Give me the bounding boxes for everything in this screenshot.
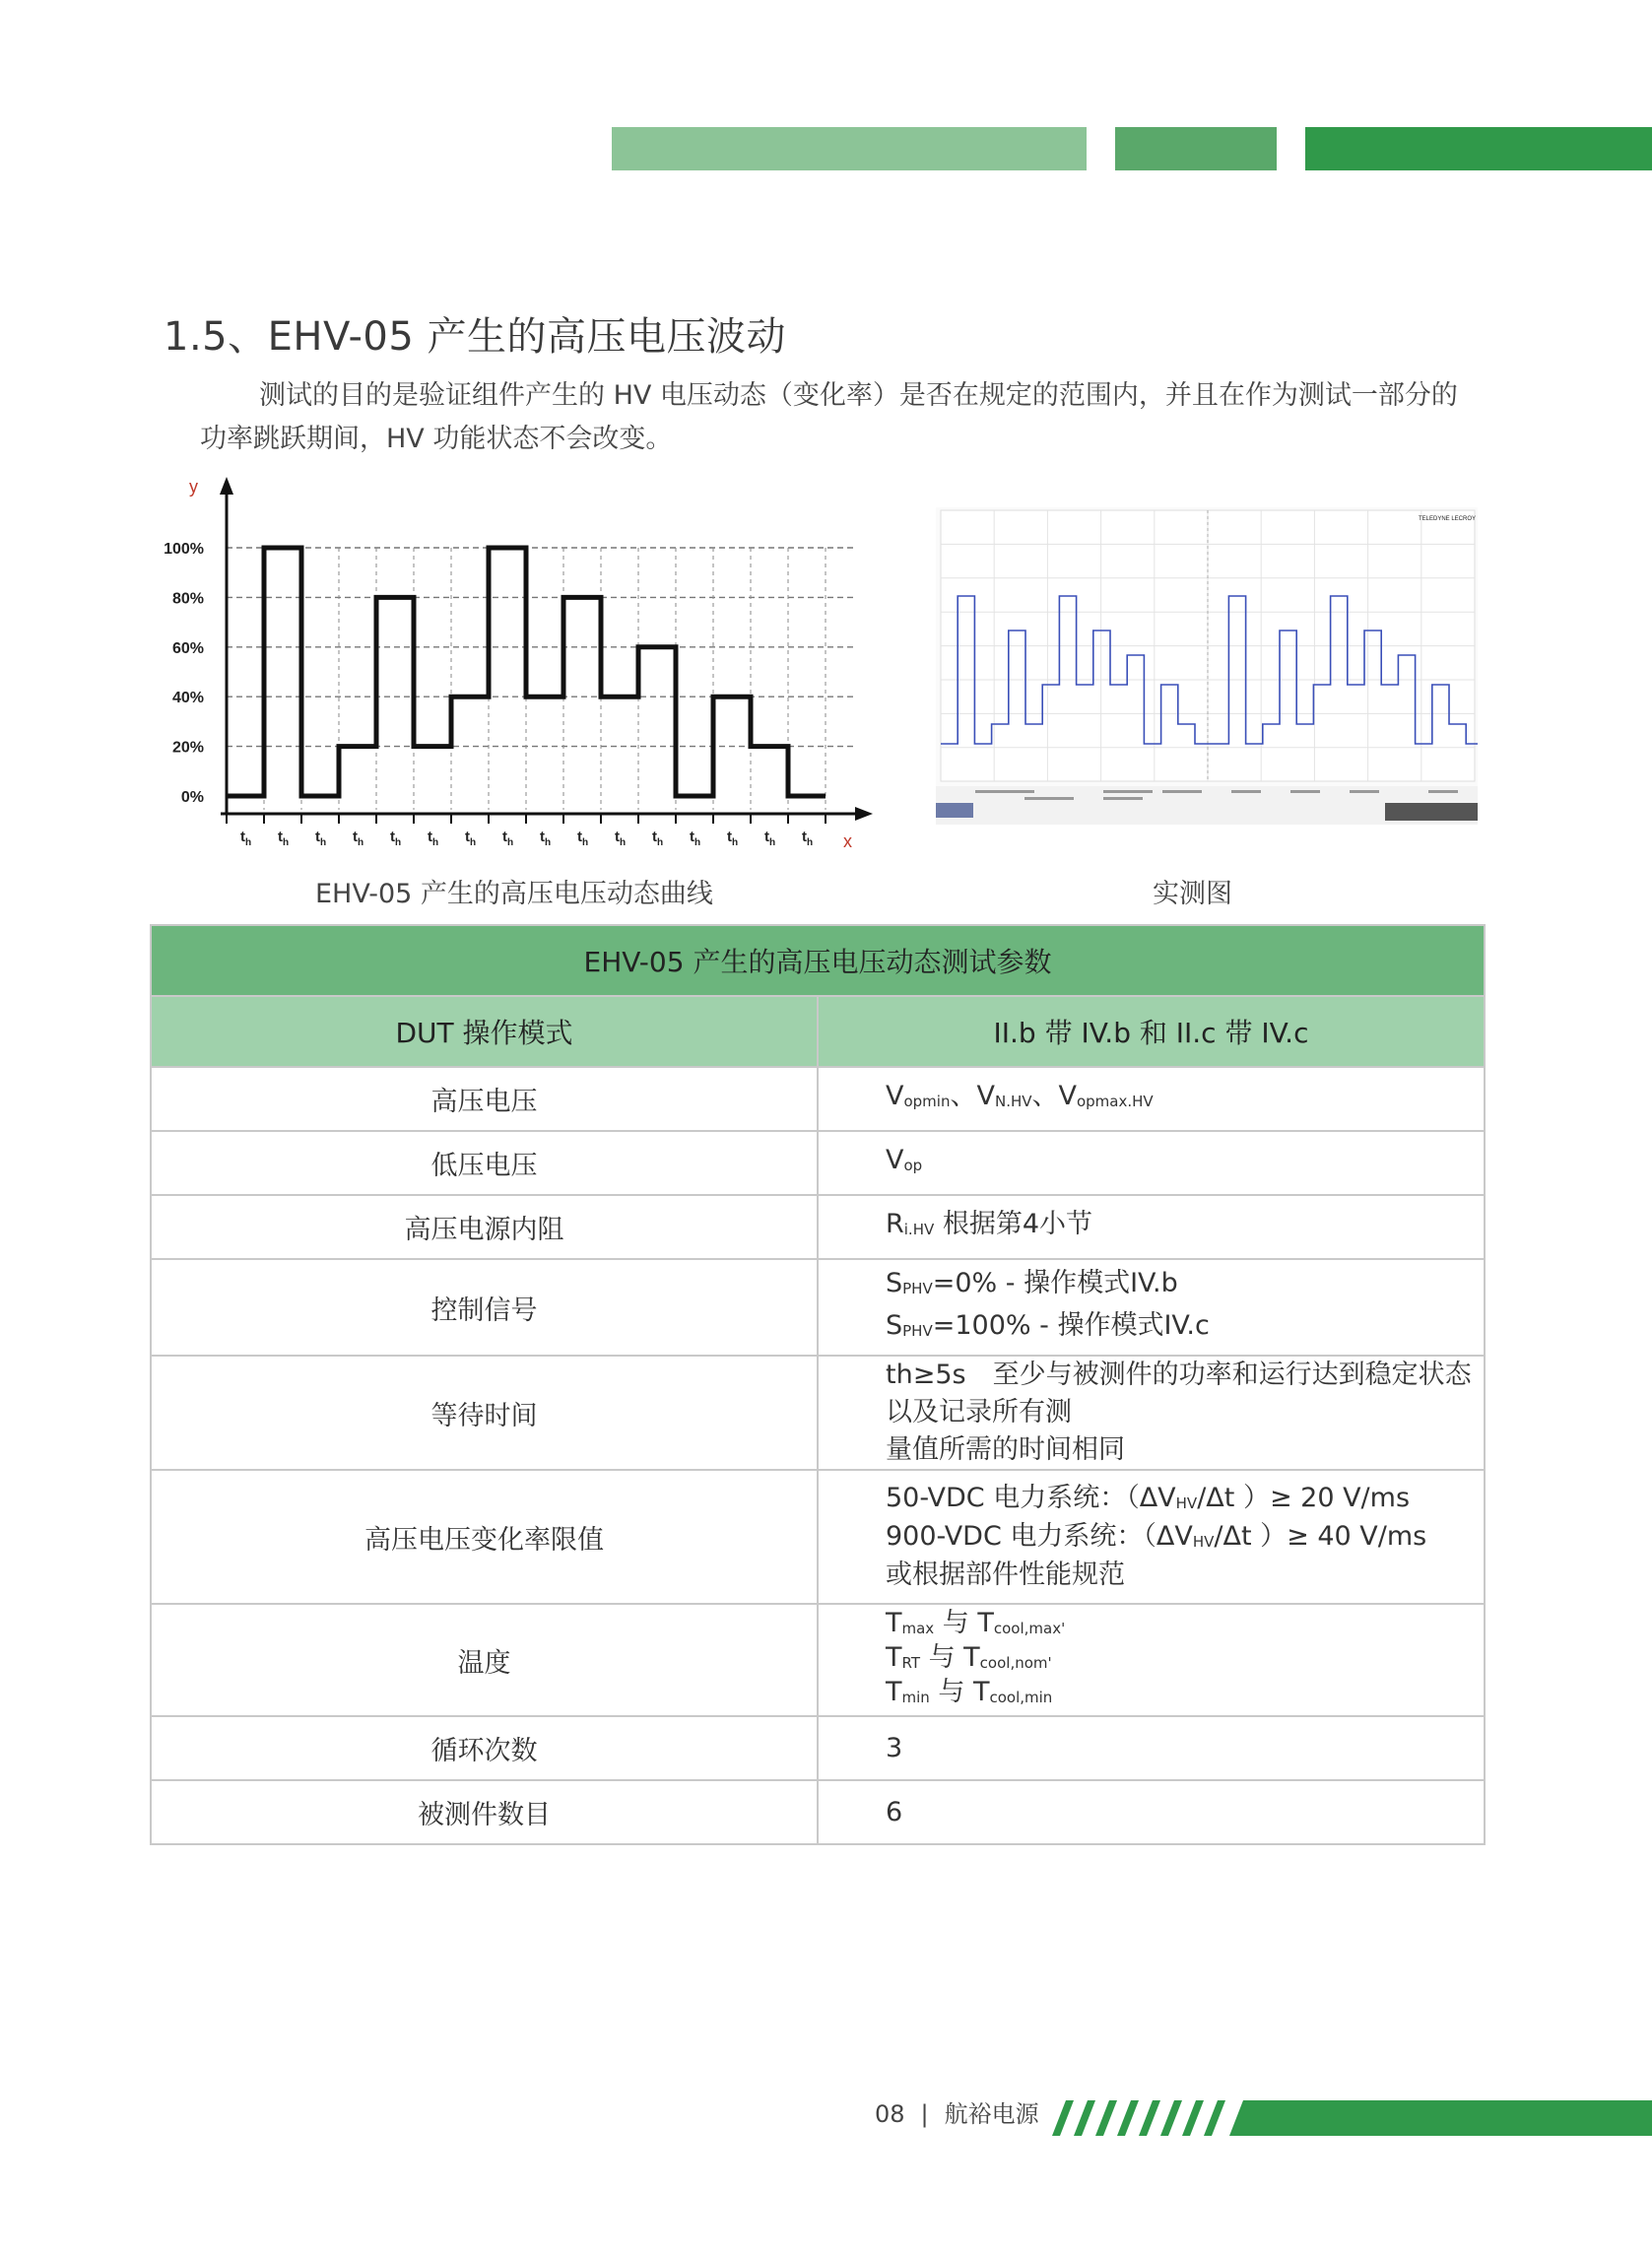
x-tick-label: $t_h$ — [764, 829, 776, 848]
y-tick-label: 40% — [171, 690, 204, 707]
y-axis-arrow — [220, 477, 233, 495]
row-key: 被测件数目 — [151, 1780, 818, 1844]
row-key: 高压电压 — [151, 1067, 818, 1131]
x-tick-label: $t_h$ — [690, 829, 701, 848]
row-value: Tmax 与 Tcool,max' TRT 与 Tcool,nom' Tmin 与 Tcool,min — [818, 1604, 1485, 1716]
row-value: SPHV=0% - 操作模式IV.b SPHV=100% - 操作模式IV.c — [818, 1259, 1485, 1356]
x-tick-label: $t_h$ — [540, 829, 552, 848]
x-tick-label: $t_h$ — [615, 829, 627, 848]
x-tick-label: $t_h$ — [353, 829, 364, 848]
row-value: 6 — [818, 1780, 1485, 1844]
table-header-mode: DUT 操作模式 — [151, 996, 818, 1067]
row-key: 温度 — [151, 1604, 818, 1716]
photo-caption: 实测图 — [1153, 879, 1232, 909]
y-tick-label: 60% — [171, 639, 204, 657]
row-value: Vop — [818, 1131, 1485, 1195]
row-value: th≥5s 至少与被测件的功率和运行达到稳定状态以及记录所有测 量值所需的时间相同 — [818, 1356, 1485, 1470]
row-key: 高压电源内阻 — [151, 1195, 818, 1259]
table-row — [151, 1470, 1485, 1604]
row-key: 控制信号 — [151, 1259, 818, 1356]
page-footer — [875, 2094, 1039, 2129]
y-axis-label: y — [189, 477, 198, 497]
page-number: 08 — [875, 2100, 905, 2128]
footer-stripe-decoration — [1052, 2100, 1652, 2136]
intro-paragraph: 测试的目的是验证组件产生的 HV 电压动态（变化率）是否在规定的范围内，并且在作为测试一部分的功率跳跃期间，HV 功能状态不会改变。 — [200, 380, 1458, 454]
table-row — [151, 1259, 1485, 1356]
table-title: EHV-05 产生的高压电压动态测试参数 — [151, 925, 1485, 996]
company-name: 航裕电源 — [944, 2100, 1039, 2128]
voltage-dynamic-chart — [148, 473, 877, 867]
x-tick-label: $t_h$ — [802, 829, 814, 848]
y-tick-label: 80% — [171, 590, 204, 608]
chart-caption: EHV-05 产生的高压电压动态曲线 — [315, 879, 713, 909]
row-key: 低压电压 — [151, 1131, 818, 1195]
y-tick-label: 0% — [180, 789, 204, 806]
row-value: Vopmin、VN.HV、Vopmax.HV — [818, 1067, 1485, 1131]
x-tick-label: $t_h$ — [652, 829, 664, 848]
table-row — [151, 1195, 1485, 1259]
row-key: 循环次数 — [151, 1716, 818, 1780]
x-tick-label: $t_h$ — [727, 829, 739, 848]
x-axis-arrow — [855, 807, 873, 821]
x-tick-label: $t_h$ — [390, 829, 402, 848]
x-tick-label: $t_h$ — [502, 829, 514, 848]
row-value: 3 — [818, 1716, 1485, 1780]
y-tick-label: 100% — [164, 541, 204, 558]
table-row — [151, 1067, 1485, 1131]
table-row — [151, 1131, 1485, 1195]
step-series-line — [227, 548, 826, 796]
table-row — [151, 1716, 1485, 1780]
x-tick-label: $t_h$ — [240, 829, 252, 848]
header-bar-medium — [1115, 127, 1277, 170]
x-tick-label: $t_h$ — [577, 829, 589, 848]
table-header-value: II.b 带 IV.b 和 II.c 带 IV.c — [818, 996, 1485, 1067]
y-tick-label: 20% — [171, 739, 204, 757]
row-key: 等待时间 — [151, 1356, 818, 1470]
footer-separator: | — [920, 2100, 929, 2128]
x-tick-label: $t_h$ — [315, 829, 327, 848]
header-bar-light — [612, 127, 1087, 170]
row-value: Ri.HV 根据第4小节 — [818, 1195, 1485, 1259]
scope-brand: TELEDYNE LECROY — [1419, 516, 1477, 522]
section-heading: 1.5、EHV-05 产生的高压电压波动 — [164, 314, 787, 360]
table-row — [151, 1780, 1485, 1844]
table-row — [151, 1356, 1485, 1470]
oscilloscope-photo — [936, 507, 1478, 825]
x-tick-label: $t_h$ — [428, 829, 439, 848]
table-row — [151, 1604, 1485, 1716]
row-value: 50-VDC 电力系统：（ΔVHV/Δt ）≥ 20 V/ms 900-VDC 电力系统：（ΔVHV/Δt ）≥ 40 V/ms 或根据部件性能规范 — [818, 1470, 1485, 1604]
header-bar-dark — [1305, 127, 1652, 170]
x-axis-label: x — [843, 831, 852, 851]
test-parameter-table — [150, 924, 1486, 1845]
row-key: 高压电压变化率限值 — [151, 1470, 818, 1604]
x-tick-label: $t_h$ — [465, 829, 477, 848]
x-tick-label: $t_h$ — [278, 829, 290, 848]
